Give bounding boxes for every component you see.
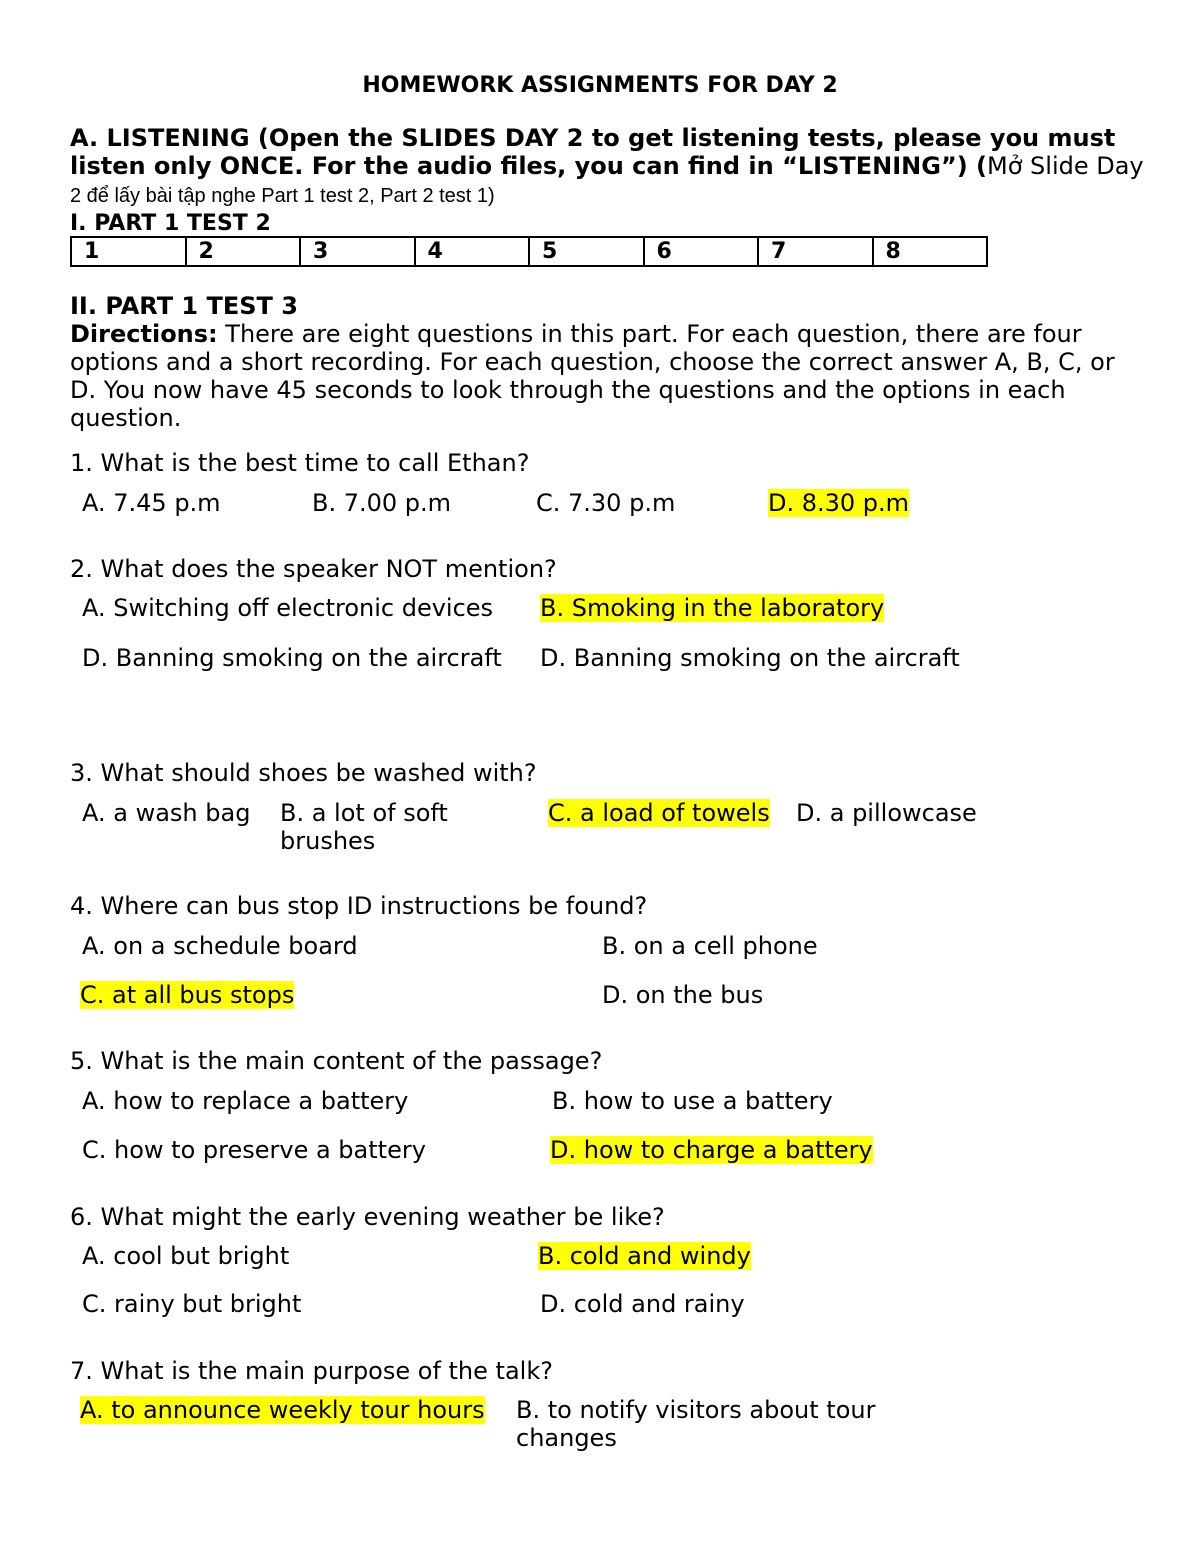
section-a-line2-bold: listen only ONCE. For the audio files, you can find in “LISTENING”) ( bbox=[70, 152, 988, 180]
part1-test2-heading: I. PART 1 TEST 2 bbox=[70, 211, 271, 236]
q6-option-b[interactable]: B. cold and windy bbox=[538, 1242, 751, 1270]
question-5: 5. What is the main content of the passage? bbox=[70, 1047, 603, 1075]
q1-option-b[interactable]: B. 7.00 p.m bbox=[312, 489, 452, 517]
q1-option-d[interactable]: D. 8.30 p.m bbox=[768, 489, 910, 517]
answer-cell-5[interactable]: 5 bbox=[529, 237, 644, 266]
q3-option-a[interactable]: A. a wash bag bbox=[82, 799, 251, 827]
section-a-line1: A. LISTENING (Open the SLIDES DAY 2 to get listening tests, please you must bbox=[70, 124, 1116, 152]
q4-option-c[interactable]: C. at all bus stops bbox=[80, 981, 295, 1009]
part1-test3-heading: II. PART 1 TEST 3 bbox=[70, 292, 298, 320]
page-title: HOMEWORK ASSIGNMENTS FOR DAY 2 bbox=[362, 73, 838, 98]
q3-option-c[interactable]: C. a load of towels bbox=[548, 799, 770, 827]
q5-option-a[interactable]: A. how to replace a battery bbox=[82, 1087, 409, 1115]
directions-line1 bbox=[70, 320, 1082, 348]
section-a-line3: 2 để lấy bài tập nghe Part 1 test 2, Part 2 test 1) bbox=[70, 185, 495, 207]
answer-cell-1[interactable]: 1 bbox=[71, 237, 186, 266]
q1-option-a[interactable]: A. 7.45 p.m bbox=[82, 489, 221, 517]
answer-cell-7[interactable]: 7 bbox=[758, 237, 873, 266]
directions-line3: D. You now have 45 seconds to look through the questions and the options in each bbox=[70, 376, 1066, 404]
q4-option-b[interactable]: B. on a cell phone bbox=[602, 932, 818, 960]
q2-option-d[interactable]: D. Banning smoking on the aircraft bbox=[540, 644, 960, 672]
answer-cell-3[interactable]: 3 bbox=[300, 237, 415, 266]
question-6: 6. What might the early evening weather be like? bbox=[70, 1203, 665, 1231]
question-3: 3. What should shoes be washed with? bbox=[70, 759, 537, 787]
q6-option-d[interactable]: D. cold and rainy bbox=[540, 1290, 745, 1318]
answer-cell-2[interactable]: 2 bbox=[186, 237, 301, 266]
directions-text-1: There are eight questions in this part. For each question, there are four bbox=[217, 320, 1082, 348]
q6-option-a[interactable]: A. cool but bright bbox=[82, 1242, 290, 1270]
directions-line2: options and a short recording. For each question, choose the correct answer A, B, C, or bbox=[70, 348, 1115, 376]
section-a-line2 bbox=[70, 152, 1144, 180]
q3-option-b-line1: B. a lot of soft bbox=[280, 799, 448, 827]
q4-option-d[interactable]: D. on the bus bbox=[602, 981, 764, 1009]
section-a-line2-normal: Mở Slide Day bbox=[987, 152, 1144, 180]
q2-option-b[interactable]: B. Smoking in the laboratory bbox=[540, 594, 885, 622]
answer-table bbox=[70, 236, 988, 267]
directions-label: Directions: bbox=[70, 320, 218, 348]
q5-option-d[interactable]: D. how to charge a battery bbox=[550, 1136, 873, 1164]
directions-line4: question. bbox=[70, 404, 182, 432]
q2-option-c[interactable]: D. Banning smoking on the aircraft bbox=[82, 644, 502, 672]
q7-option-b[interactable] bbox=[516, 1396, 875, 1452]
q4-option-a[interactable]: A. on a schedule board bbox=[82, 932, 358, 960]
question-4: 4. Where can bus stop ID instructions be found? bbox=[70, 892, 648, 920]
q3-option-d[interactable]: D. a pillowcase bbox=[796, 799, 977, 827]
question-2: 2. What does the speaker NOT mention? bbox=[70, 555, 557, 583]
question-7: 7. What is the main purpose of the talk? bbox=[70, 1357, 553, 1385]
q3-option-b-line2: brushes bbox=[280, 827, 376, 855]
q7-option-b-line2: changes bbox=[516, 1424, 617, 1452]
q2-option-a[interactable]: A. Switching off electronic devices bbox=[82, 594, 494, 622]
answer-cell-6[interactable]: 6 bbox=[644, 237, 759, 266]
q7-option-a[interactable]: A. to announce weekly tour hours bbox=[80, 1396, 485, 1424]
answer-cell-4[interactable]: 4 bbox=[415, 237, 530, 266]
answer-cell-8[interactable]: 8 bbox=[873, 237, 988, 266]
question-1: 1. What is the best time to call Ethan? bbox=[70, 449, 530, 477]
q6-option-c[interactable]: C. rainy but bright bbox=[82, 1290, 302, 1318]
q1-option-c[interactable]: C. 7.30 p.m bbox=[536, 489, 676, 517]
q5-option-c[interactable]: C. how to preserve a battery bbox=[82, 1136, 426, 1164]
q3-option-b[interactable] bbox=[280, 799, 448, 855]
q7-option-b-line1: B. to notify visitors about tour bbox=[516, 1396, 876, 1424]
q5-option-b[interactable]: B. how to use a battery bbox=[552, 1087, 833, 1115]
